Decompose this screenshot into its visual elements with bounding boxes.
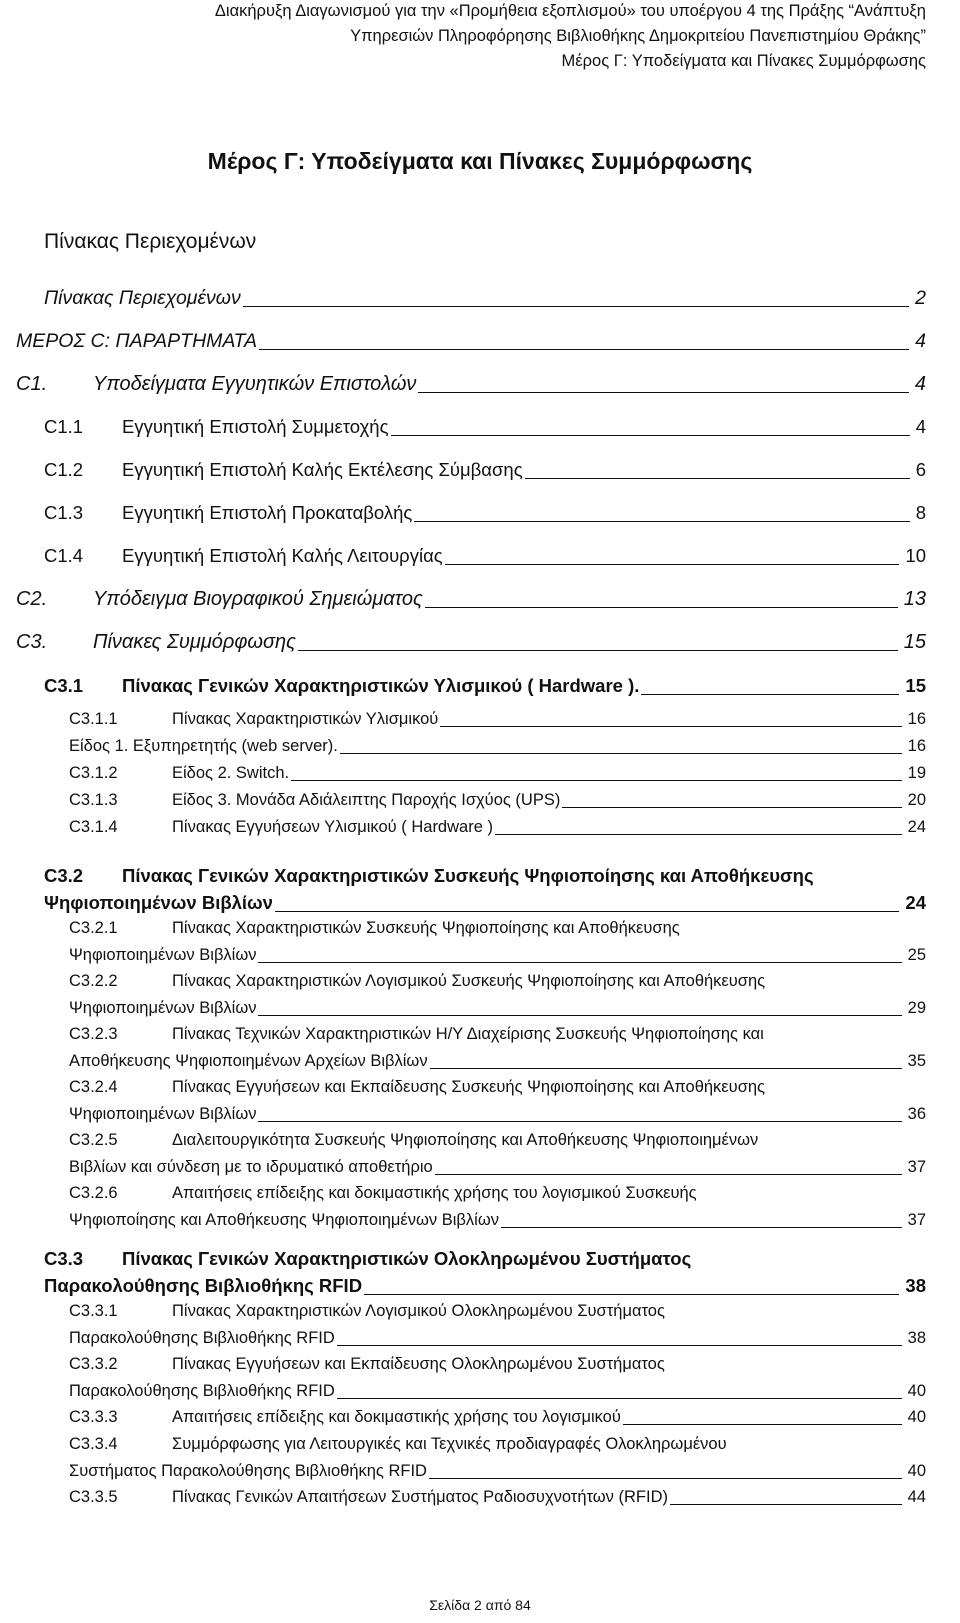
toc-entry-page: 6 <box>915 459 926 480</box>
toc-entry-page: 16 <box>907 737 926 755</box>
toc-entry-number: C3.3 <box>44 1248 84 1269</box>
toc-entry-label-cont: Ψηφιοποιημένων Βιβλίων <box>69 999 257 1017</box>
toc-entry[interactable] <box>69 1127 926 1181</box>
header-line-2: Υπηρεσιών Πληροφόρησης Βιβλιοθήκης Δημοκριτείου Πανεπιστημίου Θράκης” <box>350 27 926 45</box>
toc-entry-label: Είδος 1. Εξυπηρετητής (web server). <box>69 737 338 755</box>
toc-entry[interactable] <box>44 1245 926 1299</box>
toc-entry[interactable] <box>69 818 926 837</box>
toc-entry-label-cont: Ψηφιοποιημένων Βιβλίων <box>44 892 273 913</box>
toc-entry[interactable] <box>69 1298 926 1352</box>
toc-entry-label-cont: Παρακολούθησης Βιβλιοθήκης RFID <box>69 1382 335 1400</box>
toc-entry-page: 37 <box>907 1211 926 1229</box>
toc-entry-number: C3.2.5 <box>69 1131 118 1149</box>
toc-entry-number: C3.1.4 <box>69 818 118 836</box>
toc-entry-page: 16 <box>907 710 926 728</box>
toc-entry[interactable] <box>16 631 926 654</box>
toc-entry-label: Πίνακας Περιεχομένων <box>44 287 241 309</box>
toc-entry-label: Πίνακας Γενικών Χαρακτηριστικών Υλισμικού ( Hardware ). <box>122 675 640 696</box>
toc-entry-number: C3.2.1 <box>69 919 118 937</box>
toc-entry-page: 25 <box>907 946 926 964</box>
toc-entry-number: C3.1.1 <box>69 710 118 728</box>
toc-entry-label-cont: Συστήματος Παρακολούθησης Βιβλιοθήκης RFID <box>69 1462 427 1480</box>
toc-entry[interactable] <box>69 1351 926 1405</box>
toc-entry[interactable] <box>69 791 926 810</box>
toc-entry-page: 13 <box>903 588 926 610</box>
toc-entry-number: C3.2.4 <box>69 1078 118 1096</box>
toc-entry[interactable] <box>44 502 926 524</box>
toc-entry-number: C3. <box>16 631 48 653</box>
toc-entry-number: C1.4 <box>44 545 84 566</box>
toc-entry[interactable] <box>69 968 926 1022</box>
toc-entry[interactable] <box>44 459 926 481</box>
toc-entry-label: Πίνακας Χαρακτηριστικών Υλισμικού <box>172 710 439 728</box>
toc-entry-label: Πίνακας Τεχνικών Χαρακτηριστικών Η/Υ Διαχείρισης Συσκευής Ψηφιοποίησης και <box>172 1025 764 1043</box>
toc-entry-number: C3.1.2 <box>69 764 118 782</box>
toc-entry[interactable] <box>69 1431 926 1485</box>
toc-entry[interactable] <box>69 710 926 729</box>
toc-entry-label: Πίνακες Συμμόρφωσης <box>93 631 296 653</box>
toc-entry-label: Απαιτήσεις επίδειξης και δοκιμαστικής χρήσης του λογισμικού <box>172 1408 621 1426</box>
toc-entry-label-cont: Παρακολούθησης Βιβλιοθήκης RFID <box>69 1329 335 1347</box>
toc-entry-page: 10 <box>905 545 926 566</box>
toc-entry-page: 15 <box>905 675 926 696</box>
toc-entry-number: C3.2.2 <box>69 972 118 990</box>
toc-entry-label: Απαιτήσεις επίδειξης και δοκιμαστικής χρήσης του λογισμικού Συσκευής <box>172 1184 697 1202</box>
toc-entry-label: Πίνακας Εγγυήσεων και Εκπαίδευσης Συσκευής Ψηφιοποίησης και Αποθήκευσης <box>172 1078 766 1096</box>
toc-entry-label: ΜΕΡΟΣ C: ΠΑΡΑΡΤΗΜΑΤΑ <box>16 330 257 352</box>
toc-entry-label: Πίνακας Χαρακτηριστικών Λογισμικού Συσκευής Ψηφιοποίησης και Αποθήκευσης <box>172 972 766 990</box>
toc-entry[interactable] <box>44 416 926 438</box>
toc-entry-number: C2. <box>16 588 48 610</box>
toc-entry-label: Διαλειτουργικότητα Συσκευής Ψηφιοποίησης και Αποθήκευσης Ψηφιοποιημένων <box>172 1131 759 1149</box>
toc-entry-page: 20 <box>907 791 926 809</box>
toc-entry[interactable] <box>44 287 926 310</box>
toc-entry[interactable] <box>69 915 926 969</box>
toc-entry-label: Εγγυητική Επιστολή Καλής Λειτουργίας <box>122 545 443 566</box>
toc-entry-label: Συμμόρφωσης για Λειτουργικές και Τεχνικές προδιαγραφές Ολοκληρωμένου <box>172 1435 727 1453</box>
toc-entry-page: 29 <box>907 999 926 1017</box>
toc-entry-page: 8 <box>915 502 926 523</box>
toc-entry-page: 15 <box>903 631 926 653</box>
toc-entry-label: Πίνακας Γενικών Χαρακτηριστικών Συσκευής Ψηφιοποίησης και Αποθήκευσης <box>122 865 814 886</box>
header-line-3: Μέρος Γ: Υποδείγματα και Πίνακες Συμμόρφωσης <box>561 52 926 70</box>
toc-entry-label: Πίνακας Γενικών Απαιτήσεων Συστήματος Ραδιοσυχνοτήτων (RFID) <box>172 1488 668 1506</box>
toc-entry-label: Υπόδειγμα Βιογραφικού Σημειώματος <box>93 588 423 610</box>
page-footer: Σελίδα 2 από 84 <box>429 1597 531 1613</box>
toc-entry-page: 4 <box>914 373 926 395</box>
toc-entry-label-cont: Βιβλίων και σύνδεση με το ιδρυματικό αποθετήριο <box>69 1158 433 1176</box>
toc-entry-number: C3.2.3 <box>69 1025 118 1043</box>
toc-entry-page: 24 <box>907 818 926 836</box>
toc-entry-page: 38 <box>907 1329 926 1347</box>
toc-entry-page: 4 <box>915 416 926 437</box>
toc-entry-number: C3.3.1 <box>69 1302 118 1320</box>
toc-entry[interactable] <box>69 1404 926 1431</box>
page-title: Μέρος Γ: Υποδείγματα και Πίνακες Συμμόρφωσης <box>207 148 753 174</box>
toc-entry-label: Εγγυητική Επιστολή Προκαταβολής <box>122 502 413 523</box>
toc-entry-label-cont: Παρακολούθησης Βιβλιοθήκης RFID <box>44 1275 363 1296</box>
toc-entry[interactable] <box>69 1074 926 1128</box>
toc-entry-label-cont: Ψηφιοποίησης και Αποθήκευσης Ψηφιοποιημένων Βιβλίων <box>69 1211 499 1229</box>
toc-entry[interactable] <box>69 1180 926 1234</box>
toc-entry-page: 35 <box>907 1052 926 1070</box>
toc-entry-page: 2 <box>915 287 926 309</box>
toc-entry-number: C3.3.4 <box>69 1435 118 1453</box>
toc-entry-page: 24 <box>905 892 926 913</box>
toc-entry[interactable] <box>16 330 926 353</box>
toc-entry-label-cont: Ψηφιοποιημένων Βιβλίων <box>69 946 257 964</box>
toc-entry-number: C1.2 <box>44 459 84 480</box>
toc-entry[interactable] <box>44 862 926 916</box>
toc-entry-number: C3.3.5 <box>69 1488 118 1506</box>
toc-entry-page: 38 <box>905 1275 926 1296</box>
toc-entry[interactable] <box>69 737 926 756</box>
toc-entry-number: C3.2.6 <box>69 1184 118 1202</box>
toc-entry-label: Πίνακας Εγγυήσεων Υλισμικού ( Hardware ) <box>172 818 493 836</box>
toc-entry[interactable] <box>69 1021 926 1075</box>
toc-entry-number: C3.2 <box>44 865 84 886</box>
toc-entry-number: C3.1.3 <box>69 791 118 809</box>
header-line-1: Διακήρυξη Διαγωνισμού για την «Προμήθεια εξοπλισμού» του υποέργου 4 της Πράξης “Ανάπτυξη <box>214 2 926 20</box>
toc-heading: Πίνακας Περιεχομένων <box>44 230 257 253</box>
toc-entry-page: 40 <box>907 1382 926 1400</box>
toc-entry[interactable] <box>69 764 926 783</box>
toc-entry-label: Πίνακας Γενικών Χαρακτηριστικών Ολοκληρωμένου Συστήματος <box>122 1248 692 1269</box>
toc-entry[interactable] <box>69 1484 926 1511</box>
toc-entry[interactable] <box>16 588 926 611</box>
toc-entry-page: 44 <box>907 1488 926 1506</box>
toc-entry-label: Εγγυητική Επιστολή Καλής Εκτέλεσης Σύμβασης <box>122 459 523 480</box>
toc-entry-label: Πίνακας Χαρακτηριστικών Λογισμικού Ολοκληρωμένου Συστήματος <box>172 1302 665 1320</box>
toc-entry-label-cont: Αποθήκευσης Ψηφιοποιημένων Αρχείων Βιβλίων <box>69 1052 428 1070</box>
toc-entry-number: C1. <box>16 373 48 395</box>
toc-entry[interactable] <box>44 675 926 697</box>
toc-entry-page: 37 <box>907 1158 926 1176</box>
toc-entry-page: 40 <box>907 1408 926 1426</box>
toc-entry-label: Υποδείγματα Εγγυητικών Επιστολών <box>93 373 417 395</box>
toc-entry-label: Εγγυητική Επιστολή Συμμετοχής <box>122 416 389 437</box>
toc-entry-page: 40 <box>907 1462 926 1480</box>
toc-entry-label: Είδος 3. Μονάδα Αδιάλειπτης Παροχής Ισχύος (UPS) <box>172 791 561 809</box>
toc-entry-number: C1.1 <box>44 416 84 437</box>
toc-entry-label: Είδος 2. Switch. <box>172 764 290 782</box>
toc-entry-number: C3.3.2 <box>69 1355 118 1373</box>
toc-entry-label: Πίνακας Χαρακτηριστικών Συσκευής Ψηφιοποίησης και Αποθήκευσης <box>172 919 680 937</box>
toc-entry-number: C3.1 <box>44 675 84 696</box>
toc-entry-page: 4 <box>915 330 926 352</box>
toc-entry[interactable] <box>44 545 926 567</box>
toc-entry-page: 36 <box>907 1105 926 1123</box>
toc-entry-number: C1.3 <box>44 502 84 523</box>
toc-entry[interactable] <box>16 373 926 396</box>
toc-entry-page: 19 <box>907 764 926 782</box>
toc-entry-label: Πίνακας Εγγυήσεων και Εκπαίδευσης Ολοκληρωμένου Συστήματος <box>172 1355 665 1373</box>
toc-entry-number: C3.3.3 <box>69 1408 118 1426</box>
toc-entry-label-cont: Ψηφιοποιημένων Βιβλίων <box>69 1105 257 1123</box>
